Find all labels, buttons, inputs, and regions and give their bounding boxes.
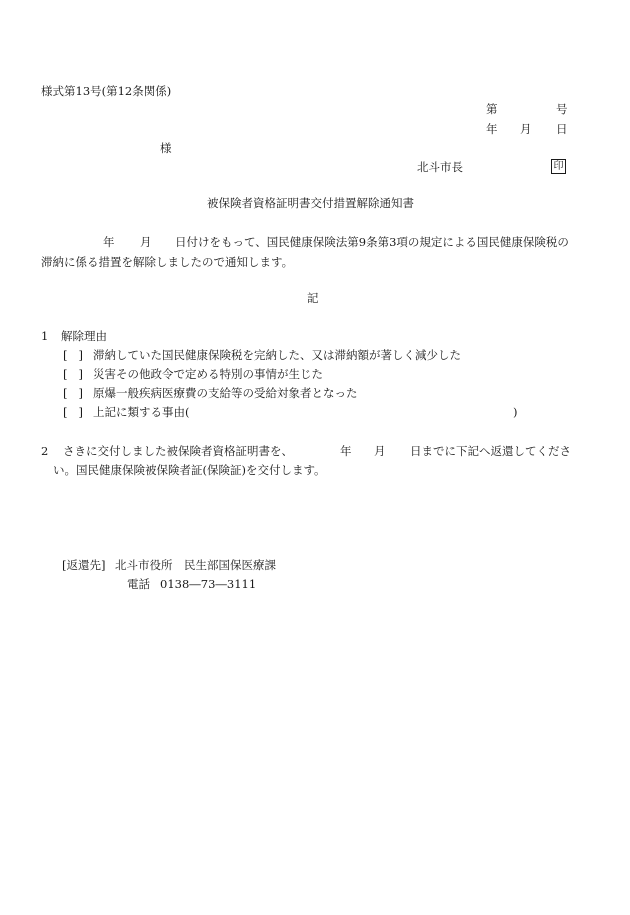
checkbox-bracket[interactable]: [ ] [63, 405, 83, 419]
section2-line2: い。国民健康保険被保険者証(保険証)を交付します。 [53, 463, 326, 477]
issuer: 北斗市長 [417, 160, 463, 174]
date-year: 年 [486, 122, 498, 136]
document-title: 被保険者資格証明書交付措置解除通知書 [207, 196, 414, 210]
reason-text: 原爆一般疾病医療費の支給等の受給対象者となった [93, 386, 358, 400]
reason-option [63, 407, 190, 419]
return-label: [返還先] [62, 558, 106, 572]
section2-year: 年 [340, 444, 352, 458]
reason-text: 災害その他政令で定める特別の事情が生じた [93, 367, 323, 381]
section2-number: 2 [41, 444, 49, 458]
section2-text-b: 日までに下記へ返還してくださ [410, 444, 571, 458]
section1-number: 1 [41, 329, 49, 343]
form-number: 様式第13号(第12条関係) [41, 84, 172, 98]
section2-month: 月 [374, 444, 386, 458]
checkbox-bracket[interactable]: [ ] [63, 367, 83, 381]
seal-char: 印 [551, 159, 566, 174]
date-day: 日 [556, 122, 568, 136]
intro-year: 年 [103, 235, 115, 249]
doc-number-prefix: 第 [486, 102, 498, 116]
reason-option [63, 369, 323, 381]
reason-option [63, 350, 461, 362]
reason-text: 上記に類する事由( [93, 405, 190, 419]
reason-text: 滞納していた国民健康保険税を完納した、又は滞納額が著しく減少した [93, 348, 461, 362]
intro-month: 月 [140, 235, 152, 249]
return-office: 北斗市役所 民生部国保医療課 [115, 558, 276, 572]
addressee-suffix: 様 [160, 141, 172, 155]
checkbox-bracket[interactable]: [ ] [63, 348, 83, 362]
section1-heading: 解除理由 [61, 329, 107, 343]
phone-number: 0138―73―3111 [160, 577, 257, 591]
ki-heading: 記 [307, 291, 319, 305]
other-reason-close: ) [513, 405, 518, 419]
doc-number-suffix: 号 [556, 102, 568, 116]
section2-text-a: さきに交付しました被保険者資格証明書を、 [63, 444, 293, 458]
reason-option [63, 388, 358, 400]
intro-line2: 滞納に係る措置を解除しましたので通知します。 [41, 255, 294, 269]
date-month: 月 [520, 122, 532, 136]
intro-line1: 日付けをもって、国民健康保険法第9条第3項の規定による国民健康保険税の [175, 235, 569, 249]
seal-mark [551, 159, 566, 174]
phone-label: 電話 [127, 577, 150, 591]
checkbox-bracket[interactable]: [ ] [63, 386, 83, 400]
